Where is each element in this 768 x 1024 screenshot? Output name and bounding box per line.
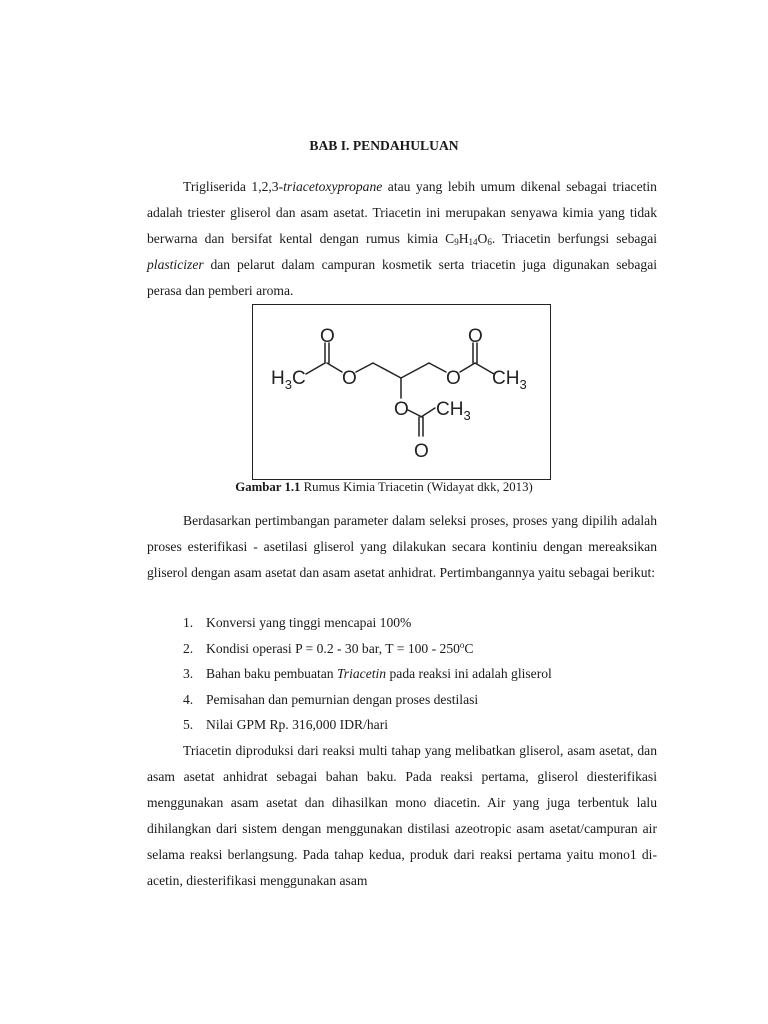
list-item: 4. Pemisahan dan pemurnian dengan proses destilasi [183, 691, 479, 707]
intro-italic-plasticizer: plasticizer [147, 257, 204, 272]
paragraph-process [147, 508, 657, 586]
label-o-left-ester: O [342, 368, 357, 389]
figure-caption-label: Gambar 1.1 [235, 480, 301, 494]
intro-text-3: Triacetin berfungsi sebagai [495, 231, 658, 246]
label-o-middle-ester: O [394, 399, 409, 420]
chemical-formula: $C_9H_{14}O_6$. [445, 231, 496, 247]
label-o-middle-carbonyl: O [414, 441, 429, 462]
intro-text-1: Trigliserida 1,2,3- [183, 179, 284, 194]
figure-caption-text: Rumus Kimia Triacetin (Widayat dkk, 2013) [300, 480, 533, 494]
bond-ch-ch2 [401, 363, 429, 378]
intro-italic-term: triacetoxypropane [283, 179, 383, 194]
intro-text-2: atau yang lebih umum dikenal sebagai triacetin adalah triester gliserol dan asam asetat. Triacetin ini merupakan senyawa kimia yang tidak berwarna dan bersifat kental dengan rumus kimia [147, 179, 657, 246]
bond-ch3-c-left [306, 363, 325, 374]
chapter-title: BAB I. PENDAHULUAN [309, 138, 459, 153]
bond-ch2-ch [373, 363, 401, 378]
process-text: Berdasarkan pertimbangan parameter dalam seleksi proses, proses yang dipilih adalah proses esterifikasi - asetilasi gliserol yang dilakukan secara kontiniu dengan mereaksikan gliserol dengan asam asetat dan asam asetat anhidrat. Pertimbangannya yaitu sebagai berikut: [147, 513, 657, 580]
list-item: 5. Nilai GPM Rp. 316,000 IDR/hari [183, 717, 389, 732]
bond-o-c-right [460, 363, 475, 372]
label-ch3-right: $CH_3$ [492, 368, 527, 392]
label-o-right-ester: O [446, 368, 461, 389]
label-h3c-left: $H_3C$ [271, 368, 306, 392]
label-ch3-middle: $CH_3$ [436, 399, 471, 423]
bond-c-ch3-middle [421, 408, 435, 417]
intro-text-4: dan pelarut dalam campuran kosmetik serta triacetin juga digunakan sebagai perasa dan pemberi aroma. [147, 257, 657, 298]
bond-o-c-middle [408, 410, 422, 417]
bond-c-o-ester-left [327, 363, 342, 372]
list-item: 1. Konversi yang tinggi mencapai 100% [183, 615, 412, 630]
label-o-left-carbonyl: O [320, 326, 335, 347]
triacetin-structure-figure [252, 304, 551, 480]
paragraph-production [147, 738, 657, 894]
triacetin-structure-diagram [253, 305, 550, 479]
considerations-list [183, 610, 657, 738]
figure-caption [0, 480, 768, 495]
production-text: Triacetin diproduksi dari reaksi multi tahap yang melibatkan gliserol, asam asetat, dan asam asetat anhidrat sebagai bahan baku. Pada reaksi pertama, gliserol diesterifikasi menggunakan asam asetat dan dihasilkan mono diacetin. Air yang juga terbentuk lalu dihilangkan dari sistem dengan menggunakan distilasi azeotropic asam asetat/campuran air selama reaksi berlangsung. Pada tahap kedua, produk dari reaksi pertama yaitu mono1 di-acetin, diesterifikasi menggunakan asam [147, 743, 657, 888]
label-o-right-carbonyl: O [468, 326, 483, 347]
list-item: 2. Kondisi operasi P = 0.2 - 30 bar, T = 100 - 250$^o$C [183, 639, 474, 656]
bond-ch2-o-right [429, 363, 446, 372]
list-item: 3. Bahan baku pembuatan Triacetin pada reaksi ini adalah gliserol [183, 666, 552, 681]
bond-o-ch2-left [356, 363, 373, 372]
paragraph-intro [147, 174, 657, 304]
